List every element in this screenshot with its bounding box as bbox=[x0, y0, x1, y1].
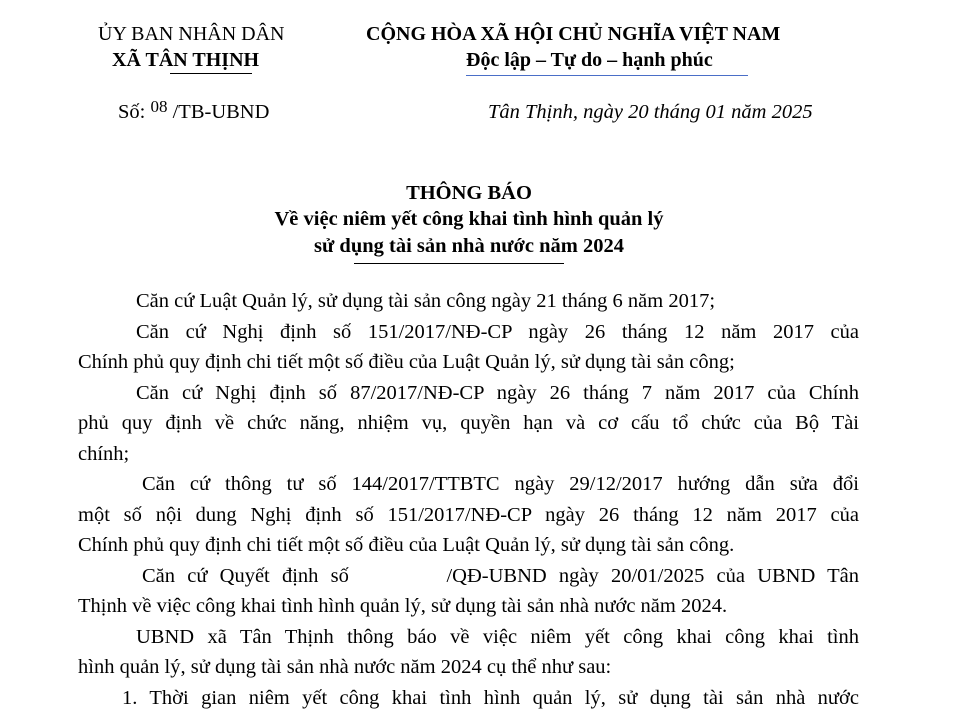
agency-underline bbox=[170, 73, 252, 74]
document-number bbox=[118, 101, 269, 124]
body-text bbox=[78, 286, 859, 713]
text-line: Căn cứ Nghị định số 87/2017/NĐ-CP ngày 26 tháng 7 năm 2017 của Chính bbox=[136, 382, 859, 404]
paragraph-announcement-line2 bbox=[78, 652, 859, 683]
document-type: THÔNG BÁO bbox=[0, 182, 938, 205]
paragraph-legal-basis-1 bbox=[78, 286, 859, 317]
so-number: 08 bbox=[150, 97, 167, 116]
paragraph-legal-basis-2-line2 bbox=[78, 347, 859, 378]
title-underline bbox=[354, 263, 564, 264]
paragraph-legal-basis-3-line2 bbox=[78, 408, 859, 439]
paragraph-legal-basis-4-line2 bbox=[78, 500, 859, 531]
paragraph-legal-basis-2-line1 bbox=[78, 317, 859, 348]
text-line: Căn cứ Nghị định số 151/2017/NĐ-CP ngày 26 tháng 12 năm 2017 của bbox=[136, 321, 859, 343]
text-line: UBND xã Tân Thịnh thông báo về việc niêm yết công khai công khai tình bbox=[136, 626, 859, 648]
national-title: CỘNG HÒA XÃ HỘI CHỦ NGHĨA VIỆT NAM bbox=[366, 22, 780, 46]
text-line: Căn cứ thông tư số 144/2017/TTBTC ngày 29/12/2017 hướng dẫn sửa đổi bbox=[142, 473, 859, 495]
so-label: Số: bbox=[118, 101, 145, 123]
paragraph-legal-basis-3-line3 bbox=[78, 439, 859, 470]
document-subject-line2: sử dụng tài sản nhà nước năm 2024 bbox=[0, 235, 938, 258]
document-subject-line1: Về việc niêm yết công khai tình hình quản lý bbox=[0, 208, 938, 231]
paragraph-legal-basis-5-line1 bbox=[78, 561, 859, 592]
paragraph-announcement-line1 bbox=[78, 622, 859, 653]
text-line: một số nội dung Nghị định số 151/2017/NĐ-CP ngày 26 tháng 12 năm 2017 của bbox=[78, 504, 859, 526]
text-line: chính; bbox=[78, 443, 129, 465]
text-line: Căn cứ Luật Quản lý, sử dụng tài sản công ngày 21 tháng 6 năm 2017; bbox=[136, 290, 715, 312]
text-line: Căn cứ Quyết định số /QĐ-UBND ngày 20/01/2025 của UBND Tân bbox=[142, 565, 859, 587]
paragraph-legal-basis-4-line1 bbox=[78, 469, 859, 500]
agency-name-line1: ỦY BAN NHÂN DÂN bbox=[98, 22, 284, 46]
paragraph-legal-basis-4-line3 bbox=[78, 530, 859, 561]
paragraph-legal-basis-5-line2 bbox=[78, 591, 859, 622]
motto-underline bbox=[466, 75, 748, 76]
agency-name-line2: XÃ TÂN THỊNH bbox=[112, 48, 259, 72]
text-line: Chính phủ quy định chi tiết một số điều của Luật Quản lý, sử dụng tài sản công. bbox=[78, 534, 734, 556]
text-line: 1. Thời gian niêm yết công khai tình hình quản lý, sử dụng tài sản nhà nước bbox=[122, 687, 859, 709]
text-line: Thịnh về việc công khai tình hình quản lý, sử dụng tài sản nhà nước năm 2024. bbox=[78, 595, 727, 617]
text-line: phủ quy định về chức năng, nhiệm vụ, quyền hạn và cơ cấu tổ chức của Bộ Tài bbox=[78, 412, 859, 434]
list-item-1 bbox=[78, 683, 859, 713]
text-line: Chính phủ quy định chi tiết một số điều của Luật Quản lý, sử dụng tài sản công; bbox=[78, 351, 735, 373]
national-motto: Độc lập – Tự do – hạnh phúc bbox=[466, 48, 713, 72]
text-line: hình quản lý, sử dụng tài sản nhà nước năm 2024 cụ thể như sau: bbox=[78, 656, 611, 678]
place-date: Tân Thịnh, ngày 20 tháng 01 năm 2025 bbox=[488, 101, 813, 124]
paragraph-legal-basis-3-line1 bbox=[78, 378, 859, 409]
so-suffix: /TB-UBND bbox=[173, 101, 270, 123]
